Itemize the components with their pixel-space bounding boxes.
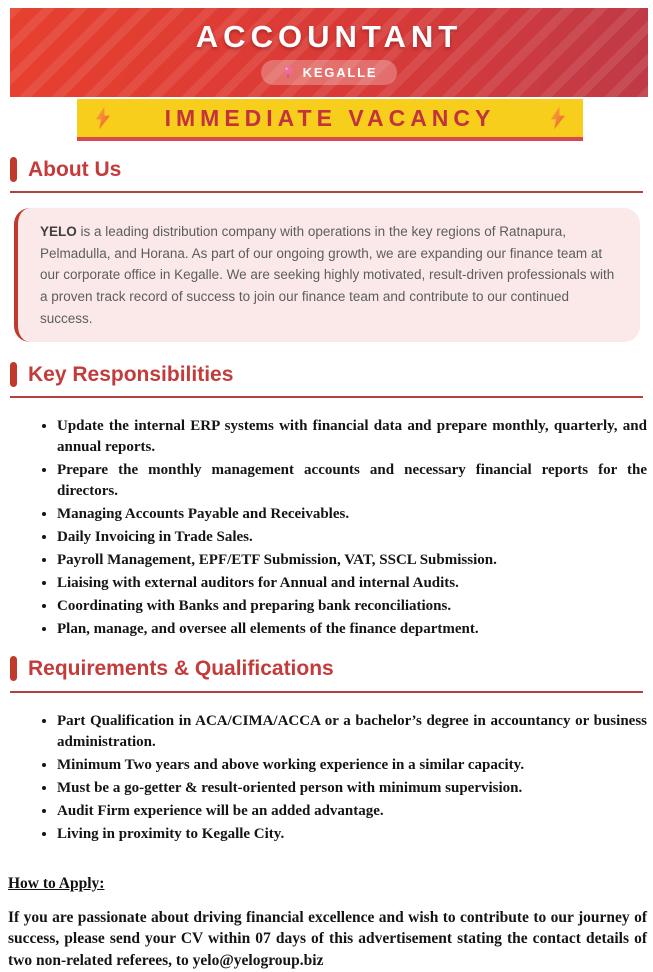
company-name: YELO <box>40 224 77 240</box>
section-divider <box>10 396 643 398</box>
requirements-heading <box>10 656 643 681</box>
list-item: • Minimum Two years and above working experience in a similar capacity. <box>57 755 647 776</box>
apply-instructions <box>8 907 647 972</box>
apply-body-text: If you are passionate about driving financial excellence and wish to contribute to our journey of success, please send your CV within 07 days of this advertisement stating the contact details of two non-related referees, to <box>8 908 647 969</box>
responsibilities-heading <box>10 362 643 387</box>
location-label: KEGALLE <box>302 64 378 80</box>
list-item: • Plan, manage, and oversee all elements of the finance department. <box>57 619 647 640</box>
section-divider <box>10 191 643 193</box>
requirements-section <box>0 656 653 844</box>
job-flyer <box>0 8 653 972</box>
list-item: • Prepare the monthly management accounts and necessary financial reports for the directors. <box>57 460 647 502</box>
section-divider <box>10 691 643 693</box>
list-item: • Managing Accounts Payable and Receivables. <box>57 504 647 525</box>
location-badge <box>261 60 398 85</box>
requirements-list <box>0 711 647 845</box>
responsibilities-list <box>0 416 647 640</box>
list-item: • Payroll Management, EPF/ETF Submission, VAT, SSCL Submission. <box>57 550 647 571</box>
vacancy-strip <box>77 99 583 137</box>
heading-accent-bar <box>10 157 17 182</box>
list-item: • Coordinating with Banks and preparing bank reconciliations. <box>57 596 647 617</box>
requirements-heading-label: Requirements & Qualifications <box>28 657 334 681</box>
about-section <box>0 157 653 342</box>
apply-section <box>0 875 653 972</box>
list-item: • Part Qualification in ACA/CIMA/ACCA or a bachelor’s degree in accountancy or business administration. <box>57 711 647 753</box>
list-item: • Audit Firm experience will be an added advantage. <box>57 801 647 822</box>
responsibilities-section <box>0 362 653 640</box>
responsibilities-heading-label: Key Responsibilities <box>28 363 234 387</box>
location-pin-icon <box>281 65 295 80</box>
list-item: • Liaising with external auditors for Annual and internal Audits. <box>57 573 647 594</box>
list-item: • Daily Invoicing in Trade Sales. <box>57 527 647 548</box>
email-address: yelo@yelogroup.biz <box>192 951 324 969</box>
about-text-box <box>14 208 640 342</box>
list-item: • Update the internal ERP systems with financial data and prepare monthly, quarterly, and annual reports. <box>57 416 647 458</box>
lightning-icon <box>93 105 112 131</box>
heading-accent-bar <box>10 656 17 681</box>
about-heading-label: About Us <box>28 158 122 181</box>
list-item: • Living in proximity to Kegalle City. <box>57 824 647 845</box>
apply-heading: How to Apply: <box>8 874 105 892</box>
heading-accent-bar <box>10 362 17 387</box>
vacancy-label: IMMEDIATE VACANCY <box>164 104 496 131</box>
header-banner <box>10 8 648 97</box>
about-heading <box>10 157 643 182</box>
job-title: ACCOUNTANT <box>195 18 463 54</box>
about-body-text: is a leading distribution company with operations in the key regions of Ratnapura, Pelmadulla, and Horana. As part of our ongoing growth, we are expanding our finance team at our corporate office in Kegalle. We are seeking highly motivated, result-driven professionals with a proven track record of success to join our finance team and contribute to our continued success. <box>40 224 615 326</box>
list-item: • Must be a go-getter & result-oriented person with minimum supervision. <box>57 778 647 799</box>
lightning-icon <box>548 105 567 131</box>
